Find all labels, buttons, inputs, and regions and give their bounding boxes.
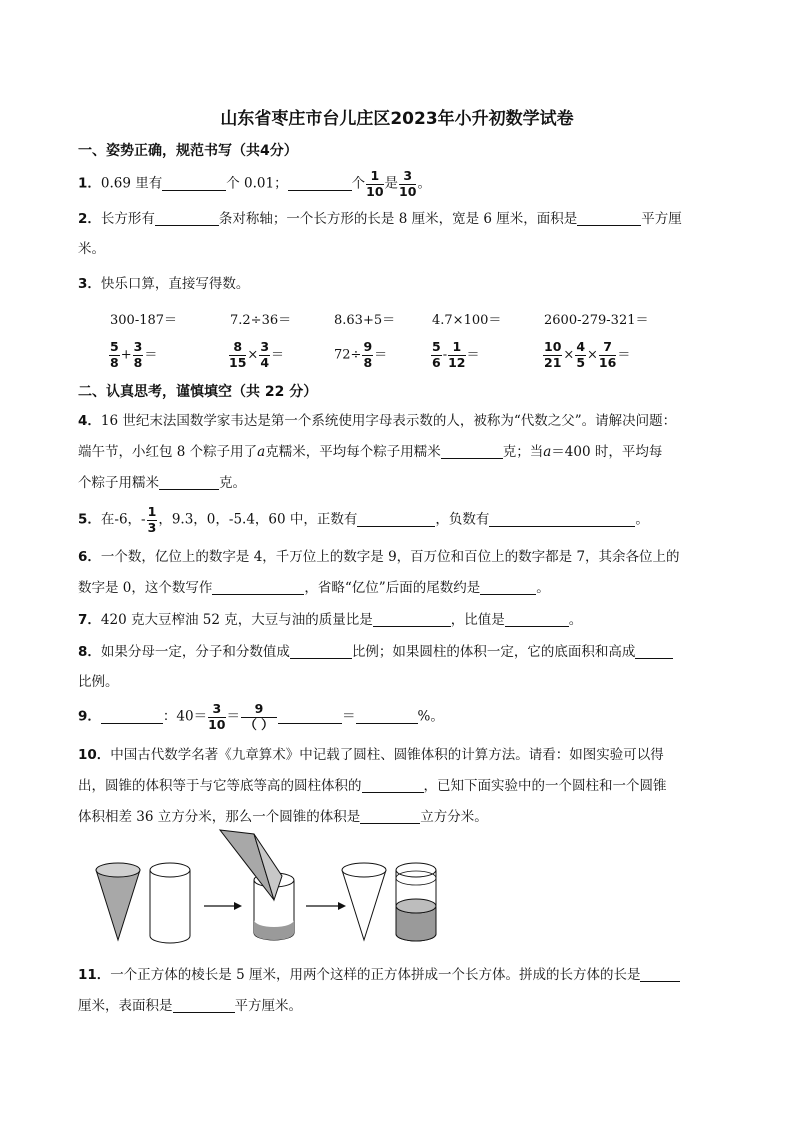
question-number: 11． xyxy=(78,967,111,983)
question-11: 11．一个正方体的棱长是 5 厘米，用两个这样的正方体拼成一个长方体。拼成的长方体的长是 xyxy=(78,963,723,983)
cone-cylinder-figure xyxy=(78,828,458,948)
question-6-cont: 数字是 0，这个数写作 ，省略“亿位”后面的尾数约是 。 xyxy=(78,580,550,596)
text: 快乐口算，直接写得数。 xyxy=(100,276,250,292)
question-number: 10． xyxy=(78,747,111,763)
answer-blank[interactable] xyxy=(489,512,635,527)
question-7: 7．420 克大豆榨油 52 克，大豆与油的质量比是 ，比值是 。 xyxy=(78,612,583,628)
question-3 xyxy=(78,272,723,292)
answer-blank[interactable] xyxy=(159,475,219,490)
question-number: 1． xyxy=(78,175,101,192)
question-5: 5．在-6，- $\frac{1}{3}$ ，9.3，0，-5.4，60 中，正数有 ，负数有 。 xyxy=(78,504,649,535)
calc-item: 72÷ $\frac{9}{8}$ ＝ xyxy=(334,339,388,370)
answer-blank[interactable] xyxy=(173,998,235,1013)
text: 条对称轴；一个长方形的长是 8 厘米，宽是 6 厘米，面积是 xyxy=(218,211,578,227)
cylinder-shape xyxy=(150,863,190,943)
answer-blank[interactable] xyxy=(357,512,435,527)
question-2 xyxy=(78,207,723,227)
answer-blank[interactable] xyxy=(441,444,503,459)
answer-blank[interactable] xyxy=(162,176,226,191)
fraction: $\frac{3}{10}$ xyxy=(208,701,226,732)
answer-blank[interactable] xyxy=(373,612,451,627)
question-1 xyxy=(78,170,723,198)
answer-blank[interactable] xyxy=(635,644,673,659)
question-10-cont: 体积相差 36 立方分米，那么一个圆锥的体积是 立方分米。 xyxy=(78,809,488,825)
question-4-cont: 个粽子用糯米 克。 xyxy=(78,475,246,491)
question-2-cont: 米。 xyxy=(78,241,105,257)
text: 16 世纪末法国数学家韦达是第一个系统使用字母表示数的人，被称为“代数之父”。请解决问题： xyxy=(100,413,677,429)
calc-item: 7.2÷36＝ xyxy=(230,313,292,328)
answer-blank[interactable] xyxy=(480,580,536,595)
section-2-heading: 二、认真思考，谨慎填空（共 22 分） xyxy=(78,384,318,400)
question-number: 7． xyxy=(78,612,101,628)
text: 个 0.01； xyxy=(226,175,288,192)
text: 。 xyxy=(417,175,431,192)
arrow-icon xyxy=(204,902,242,910)
question-10-cont: 出，圆锥的体积等于与它等底等高的圆柱体积的 ，已知下面实验中的一个圆柱和一个圆锥 xyxy=(78,778,667,794)
arrow-icon xyxy=(306,902,346,910)
calc-item: 4.7×100＝ xyxy=(432,313,502,328)
answer-blank[interactable] xyxy=(356,709,418,724)
answer-blank[interactable] xyxy=(212,580,304,595)
pouring-cone-cylinder xyxy=(220,830,294,940)
fraction: $\frac{9}{( )}$ xyxy=(241,703,277,731)
answer-blank[interactable] xyxy=(505,612,569,627)
answer-blank[interactable] xyxy=(360,809,420,824)
question-9: 9． ：40＝ $\frac{3}{10}$ ＝ $\frac{9}{( )}$ ＝ %。 xyxy=(78,701,444,732)
text: 是 xyxy=(384,175,399,192)
empty-cone-shape xyxy=(342,863,386,940)
fraction: $\frac{1}{10}$ xyxy=(366,168,384,199)
question-4-cont: 端午节，小红包 8 个粽子用了a克糯米，平均每个粽子用糯米 克；当a＝400 时，平均每 xyxy=(78,444,663,460)
text: 0.69 里有 xyxy=(100,175,163,192)
question-number: 8． xyxy=(78,644,101,660)
answer-blank[interactable] xyxy=(155,211,219,226)
text: 个 xyxy=(351,175,366,192)
answer-blank[interactable] xyxy=(362,778,424,793)
question-11-cont: 厘米，表面积是 平方厘米。 xyxy=(78,998,302,1014)
exam-title: 山东省枣庄市台儿庄区2023年小升初数学试卷 xyxy=(220,109,574,129)
cone-shape xyxy=(96,863,140,940)
calc-item: $\frac{10}{21}$ × $\frac{4}{5}$ × $\frac{7}{16}$ ＝ xyxy=(544,339,631,370)
calc-item: $\frac{5}{8}$ + $\frac{3}{8}$ ＝ xyxy=(110,339,158,370)
question-8: 8．如果分母一定，分子和分数值成 比例；如果圆柱的体积一定，它的底面积和高成 xyxy=(78,640,723,660)
question-10: 10．中国古代数学名著《九章算术》中记载了圆柱、圆锥体积的计算方法。请看：如图实验可以得 xyxy=(78,747,664,763)
answer-blank[interactable] xyxy=(278,709,342,724)
answer-blank[interactable] xyxy=(290,644,352,659)
question-6: 6．一个数，亿位上的数字是 4，千万位上的数字是 9，百万位和百位上的数字都是 7，其余各位上的 xyxy=(78,549,680,565)
answer-blank[interactable] xyxy=(101,709,163,724)
question-number: 5． xyxy=(78,511,101,528)
fraction: $\frac{3}{10}$ xyxy=(399,168,417,199)
filled-cylinder-shape xyxy=(396,863,436,941)
question-number: 4． xyxy=(78,413,101,429)
question-number: 2． xyxy=(78,211,101,227)
text: 长方形有 xyxy=(100,211,155,227)
calc-item: $\frac{8}{15}$ × $\frac{3}{4}$ ＝ xyxy=(229,339,285,370)
calc-item: 2600-279-321＝ xyxy=(544,313,649,328)
answer-blank[interactable] xyxy=(640,967,680,982)
question-number: 9． xyxy=(78,708,101,725)
section-1-heading: 一、姿势正确，规范书写（共4分） xyxy=(78,143,298,159)
answer-blank[interactable] xyxy=(577,211,641,226)
question-number: 6． xyxy=(78,549,101,565)
answer-blank[interactable] xyxy=(288,176,352,191)
fraction: $\frac{1}{3}$ xyxy=(147,504,157,535)
calc-item: $\frac{5}{6}$ - $\frac{1}{12}$ ＝ xyxy=(432,339,480,370)
calc-item: 8.63+5＝ xyxy=(334,313,396,328)
question-8-cont: 比例。 xyxy=(78,674,119,690)
calc-item: 300-187＝ xyxy=(110,313,178,328)
question-4 xyxy=(78,409,723,429)
question-number: 3． xyxy=(78,276,101,292)
text: 平方厘 xyxy=(641,211,682,227)
